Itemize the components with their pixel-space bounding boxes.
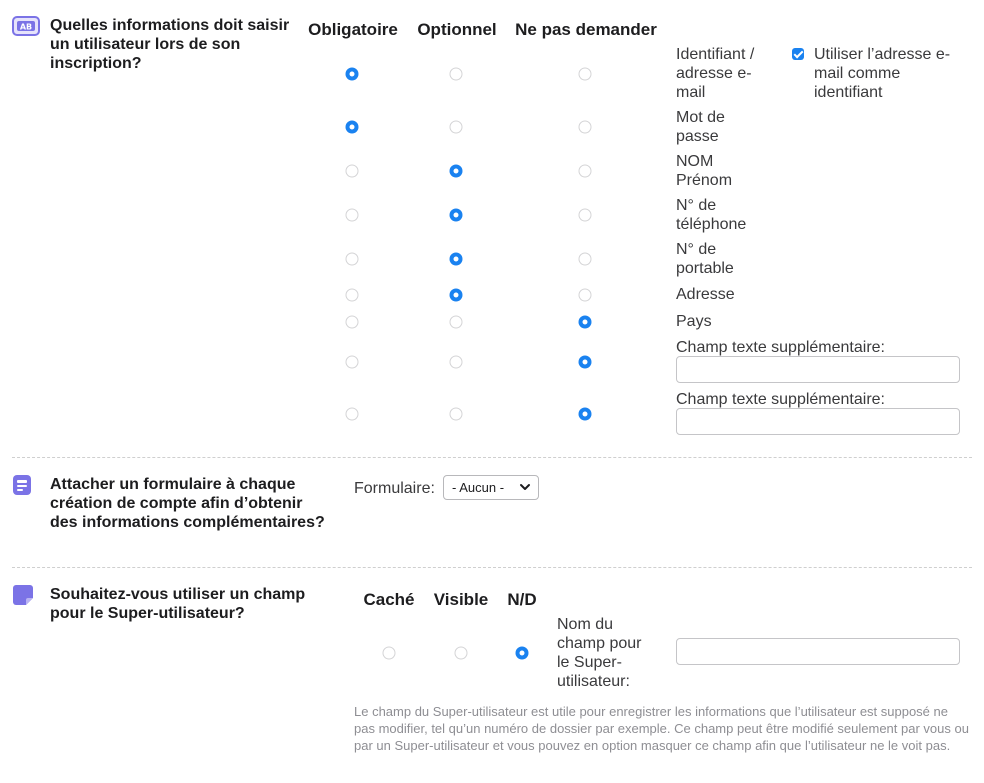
- section-divider: [12, 457, 972, 458]
- col-header-optionnel: Optionnel: [417, 20, 497, 39]
- form-select-value: - Aucun -: [452, 480, 505, 495]
- row-label-portable: N° de portable: [676, 241, 734, 277]
- col-header-ne-pas-demander: Ne pas demander: [515, 20, 657, 39]
- col-header-nd: N/D: [507, 590, 537, 609]
- form-select[interactable]: [443, 475, 539, 500]
- col-header-obligatoire: Obligatoire: [308, 20, 398, 39]
- radio-champ1-ne-pas-demander[interactable]: [579, 356, 592, 369]
- radio-mot-de-passe-obligatoire[interactable]: [346, 121, 359, 134]
- radio-super-user-nd[interactable]: [516, 647, 529, 660]
- super-user-field-label: Nom du champ pour le Super-utilisateur:: [557, 616, 642, 690]
- radio-identifiant-ne-pas-demander[interactable]: [579, 68, 592, 81]
- row-label-pays: Pays: [676, 313, 712, 330]
- chevron-down-icon: [519, 481, 531, 496]
- section-title: Attacher un formulaire à chaque création de compte afin d’obtenir des informations complémentaires?: [50, 476, 325, 531]
- radio-nom-prenom-obligatoire[interactable]: [346, 165, 359, 178]
- radio-champ1-optionnel[interactable]: [450, 356, 463, 369]
- radio-adresse-ne-pas-demander[interactable]: [579, 289, 592, 302]
- row-label-telephone: N° de téléphone: [676, 197, 747, 233]
- svg-text:AB: AB: [19, 22, 33, 32]
- radio-adresse-optionnel[interactable]: [450, 289, 463, 302]
- form-select-label: Formulaire:: [354, 480, 435, 497]
- radio-portable-ne-pas-demander[interactable]: [579, 253, 592, 266]
- radio-nom-prenom-optionnel[interactable]: [450, 165, 463, 178]
- radio-mot-de-passe-ne-pas-demander[interactable]: [579, 121, 592, 134]
- note-icon: [12, 584, 34, 611]
- super-user-help-text: Le champ du Super-utilisateur est utile pour enregistrer les informations que l’utilisateur est supposé ne pas modifier, tel qu’un numéro de dossier par exemple. Ce champ peut être modifié seulement par vous ou par un Super-utilisateur et vous pouvez en option masquer ce champ afin que l’utilisateur ne le voit pas.: [354, 704, 969, 753]
- row-label-identifiant: Identifiant / adresse e-mail: [676, 46, 755, 101]
- radio-champ1-obligatoire[interactable]: [346, 356, 359, 369]
- row-label-mot-de-passe: Mot de passe: [676, 109, 725, 145]
- row-label-champ-texte-2: Champ texte supplémentaire:: [676, 391, 885, 408]
- row-label-nom-prenom: NOM Prénom: [676, 153, 733, 189]
- email-as-id-label: Utiliser l’adresse e-mail comme identifiant: [814, 46, 951, 101]
- col-header-cache: Caché: [363, 590, 415, 609]
- super-user-field-input[interactable]: [676, 638, 960, 665]
- section-title: Quelles informations doit saisir un utilisateur lors de son inscription?: [50, 17, 290, 72]
- ab-text-icon: [12, 16, 40, 41]
- radio-telephone-optionnel[interactable]: [450, 209, 463, 222]
- row-label-adresse: Adresse: [676, 286, 735, 303]
- radio-champ2-ne-pas-demander[interactable]: [579, 408, 592, 421]
- radio-nom-prenom-ne-pas-demander[interactable]: [579, 165, 592, 178]
- radio-telephone-ne-pas-demander[interactable]: [579, 209, 592, 222]
- radio-champ2-obligatoire[interactable]: [346, 408, 359, 421]
- form-icon: [12, 474, 32, 501]
- radio-pays-optionnel[interactable]: [450, 316, 463, 329]
- radio-identifiant-obligatoire[interactable]: [346, 68, 359, 81]
- radio-identifiant-optionnel[interactable]: [450, 68, 463, 81]
- email-as-id-checkbox[interactable]: [792, 48, 804, 60]
- radio-pays-obligatoire[interactable]: [346, 316, 359, 329]
- radio-mot-de-passe-optionnel[interactable]: [450, 121, 463, 134]
- section-divider: [12, 567, 972, 568]
- row-label-champ-texte-1: Champ texte supplémentaire:: [676, 339, 885, 356]
- col-header-visible: Visible: [433, 590, 489, 609]
- radio-portable-optionnel[interactable]: [450, 253, 463, 266]
- extra-text-field-1[interactable]: [676, 356, 960, 383]
- radio-adresse-obligatoire[interactable]: [346, 289, 359, 302]
- radio-super-user-cache[interactable]: [383, 647, 396, 660]
- radio-portable-obligatoire[interactable]: [346, 253, 359, 266]
- section-title: Souhaitez-vous utiliser un champ pour le Super-utilisateur?: [50, 586, 306, 622]
- radio-pays-ne-pas-demander[interactable]: [579, 316, 592, 329]
- radio-telephone-obligatoire[interactable]: [346, 209, 359, 222]
- radio-super-user-visible[interactable]: [455, 647, 468, 660]
- extra-text-field-2[interactable]: [676, 408, 960, 435]
- radio-champ2-optionnel[interactable]: [450, 408, 463, 421]
